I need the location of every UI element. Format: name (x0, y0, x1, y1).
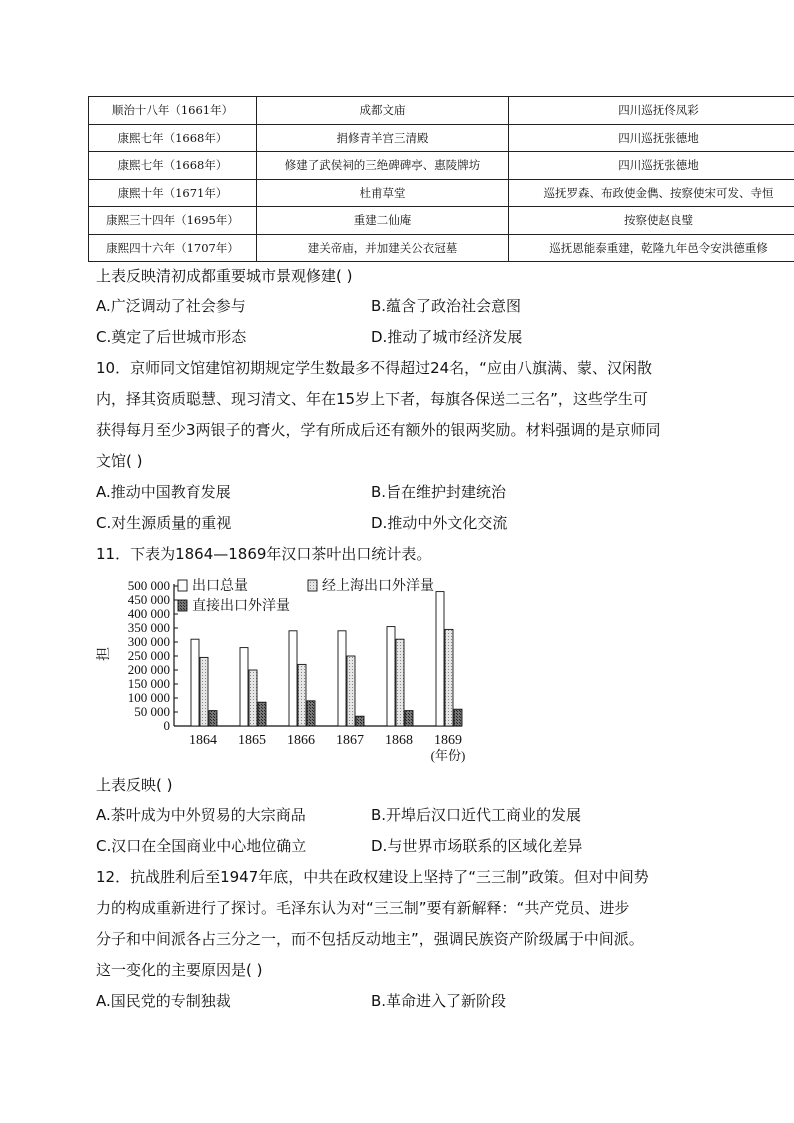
table-cell-year: 顺治十八年（1661年） (89, 97, 257, 125)
table-cell-official: 四川巡抚张德地 (509, 124, 794, 152)
bar-via-shanghai (249, 670, 257, 726)
q9-option-d: D.推动了城市经济发展 (371, 328, 523, 346)
legend-label: 直接出口外洋量 (192, 599, 290, 614)
q10-line: 内，择其资质聪慧、现习清文、年在15岁上下者，每旗各保送二三名”，这些学生可 (96, 390, 648, 408)
table-cell-year: 康熙七年（1668年） (89, 152, 257, 180)
y-axis-label: 担 (97, 647, 112, 661)
q11-stem: 上表反映( ) (96, 776, 173, 794)
q11-option-a: A.茶叶成为中外贸易的大宗商品 (96, 806, 306, 824)
q10-option-a: A.推动中国教育发展 (96, 483, 231, 501)
bar-total (240, 648, 248, 726)
y-tick-label: 450 000 (127, 592, 170, 607)
legend-swatch (178, 600, 187, 611)
bar-total (338, 631, 346, 726)
table-row (89, 234, 794, 262)
q11-option-c: C.汉口在全国商业中心地位确立 (96, 837, 307, 855)
y-tick-label: 400 000 (127, 606, 170, 621)
table-cell-year: 康熙十年（1671年） (89, 179, 257, 207)
bar-via-shanghai (396, 639, 404, 726)
legend-label: 经上海出口外洋量 (322, 579, 434, 594)
table-row (89, 152, 794, 180)
bar-total (191, 639, 199, 726)
tea-export-chart (94, 576, 474, 768)
table-row (89, 124, 794, 152)
q10-option-d: D.推动中外文化交流 (371, 514, 508, 532)
table-cell-official: 巡抚罗森、布政使金儁、按察使宋可发、寺恒 (509, 179, 794, 207)
y-tick-label: 100 000 (127, 690, 170, 705)
history-table-wrap (88, 96, 794, 264)
bar-total (289, 631, 297, 726)
x-axis-label: (年份) (430, 748, 466, 763)
q12-line: 这一变化的主要原因是( ) (96, 961, 263, 979)
bar-via-shanghai (445, 629, 453, 726)
legend-label: 出口总量 (192, 579, 248, 594)
q10-line: 10．京师同文馆建馆初期规定学生数最多不得超过24名，“应由八旗满、蒙、汉闲散 (96, 359, 652, 377)
table-cell-official: 按察使赵良璧 (509, 207, 794, 235)
table-cell-year: 康熙七年（1668年） (89, 124, 257, 152)
table-cell-official: 四川巡抚佟凤彩 (509, 97, 794, 125)
q12-option-b: B.革命进入了新阶段 (371, 992, 507, 1010)
q11-option-b: B.开埠后汉口近代工商业的发展 (371, 806, 582, 824)
y-tick-label: 300 000 (127, 634, 170, 649)
table-cell-year: 康熙三十四年（1695年） (89, 207, 257, 235)
table-row (89, 97, 794, 125)
bar-total (387, 627, 395, 726)
q12-line: 力的构成重新进行了探讨。毛泽东认为对“三三制”要有新解释：“共产党员、进步 (96, 899, 630, 917)
y-tick-label: 500 000 (127, 578, 170, 593)
bar-total (436, 592, 444, 726)
q9-option-b: B.蕴含了政治社会意图 (371, 297, 522, 315)
x-tick-label: 1868 (385, 733, 413, 748)
bar-direct (356, 716, 364, 726)
bar-direct (307, 701, 315, 726)
y-tick-label: 50 000 (134, 704, 170, 719)
q9-option-c: C.奠定了后世城市形态 (96, 328, 247, 346)
q9-option-a: A.广泛调动了社会参与 (96, 297, 246, 315)
table-cell-official: 巡抚恩能泰重建，乾隆九年邑令安洪德重修 (509, 234, 794, 262)
q10-line: 获得每月至少3两银子的膏火，学有所成后还有额外的银两奖励。材料强调的是京师同 (96, 421, 661, 439)
table-cell-project: 成都文庙 (257, 97, 509, 125)
table-row (89, 179, 794, 207)
q12-line: 12．抗战胜利后至1947年底，中共在政权建设上坚持了“三三制”政策。但对中间势 (96, 868, 649, 886)
y-tick-label: 150 000 (127, 676, 170, 691)
q9-stem: 上表反映清初成都重要城市景观修建( ) (96, 267, 353, 285)
table-cell-year: 康熙四十六年（1707年） (89, 234, 257, 262)
y-tick-label: 0 (163, 718, 170, 733)
legend-swatch (308, 580, 317, 591)
bar-direct (209, 711, 217, 726)
q10-line: 文馆( ) (96, 452, 143, 470)
bar-via-shanghai (298, 664, 306, 726)
q12-option-a: A.国民党的专制独裁 (96, 992, 231, 1010)
table-cell-project: 重建二仙庵 (257, 207, 509, 235)
bar-direct (454, 709, 462, 726)
x-tick-label: 1864 (189, 733, 217, 748)
table-cell-official: 四川巡抚张德地 (509, 152, 794, 180)
table-cell-project: 杜甫草堂 (257, 179, 509, 207)
history-table (88, 96, 794, 262)
bar-via-shanghai (200, 657, 208, 726)
table-cell-project: 建关帝庙，并加建关公衣冠墓 (257, 234, 509, 262)
table-row (89, 207, 794, 235)
table-cell-project: 修建了武侯祠的三绝碑碑亭、惠陵牌坊 (257, 152, 509, 180)
bar-direct (405, 711, 413, 726)
legend-swatch (178, 580, 187, 591)
x-tick-label: 1869 (434, 733, 462, 748)
x-tick-label: 1866 (287, 733, 315, 748)
q12-line: 分子和中间派各占三分之一，而不包括反动地主”，强调民族资产阶级属于中间派。 (96, 930, 644, 948)
y-tick-label: 350 000 (127, 620, 170, 635)
bar-via-shanghai (347, 656, 355, 726)
x-tick-label: 1867 (336, 733, 364, 748)
y-tick-label: 250 000 (127, 648, 170, 663)
q10-option-b: B.旨在维护封建统治 (371, 483, 507, 501)
q11-intro: 11．下表为1864—1869年汉口茶叶出口统计表。 (96, 545, 432, 563)
table-cell-project: 捐修青羊宫三清殿 (257, 124, 509, 152)
q10-option-c: C.对生源质量的重视 (96, 514, 232, 532)
x-tick-label: 1865 (238, 733, 266, 748)
bar-direct (258, 702, 266, 726)
y-tick-label: 200 000 (127, 662, 170, 677)
q11-option-d: D.与世界市场联系的区域化差异 (371, 837, 583, 855)
